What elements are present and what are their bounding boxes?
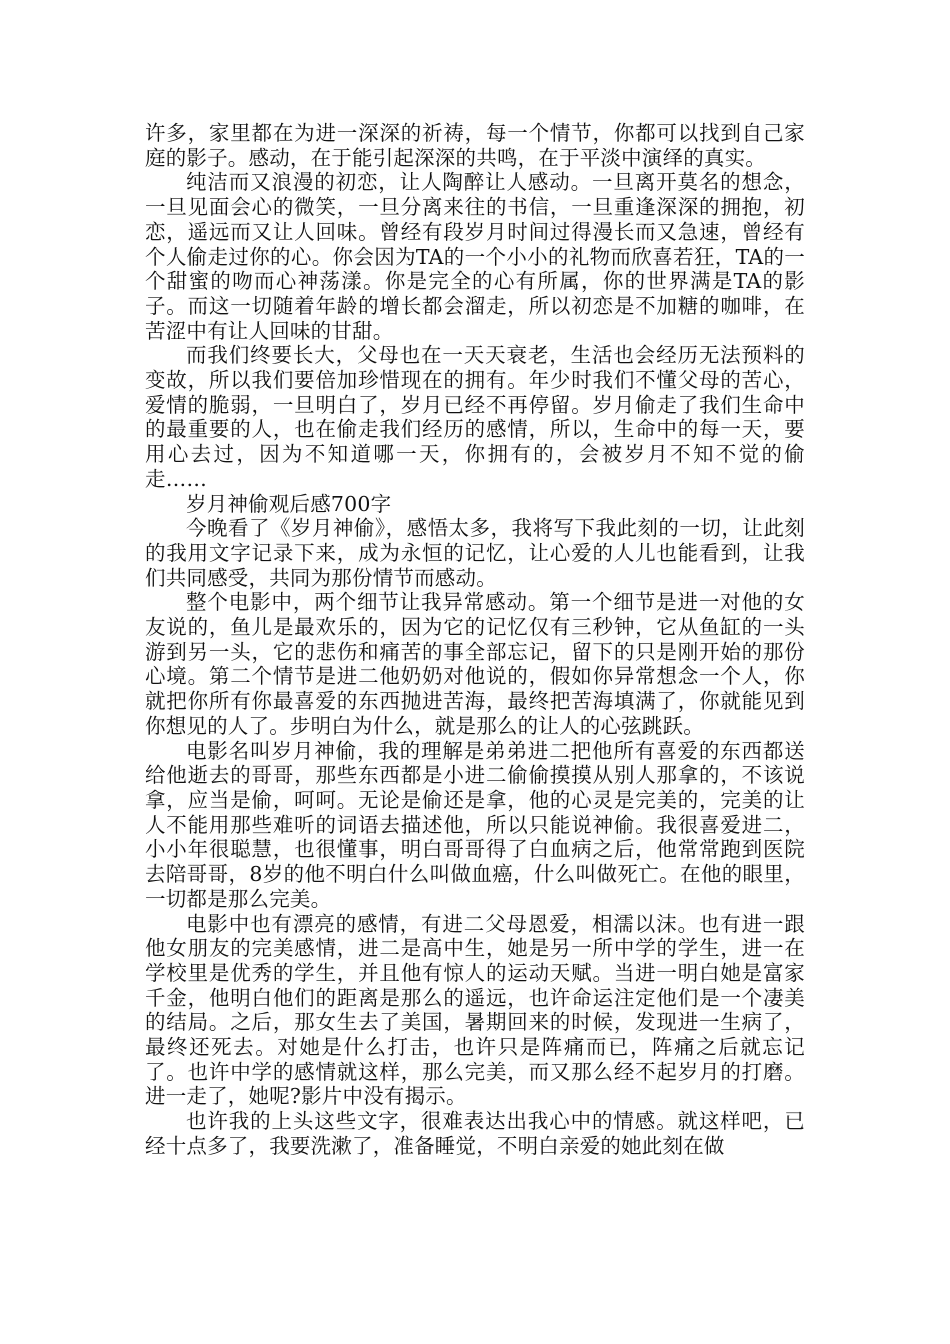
paragraph-5: 今晚看了《岁月神偷》，感悟太多，我将写下我此刻的一切，让此刻的我用文字记录下来，成为永恒的记忆，让心爱的人儿也能看到，让我们共同感受，共同为那份情节而感动。 bbox=[145, 516, 805, 590]
paragraph-7: 电影名叫岁月神偷，我的理解是弟弟进二把他所有喜爱的东西都送给他逝去的哥哥，那些东西都是小进二偷偷摸摸从别人那拿的，不该说拿，应当是偷，呵呵。无论是偷还是拿，他的心灵是完美的，完美的让人不能用那些难听的词语去描述他，所以只能说神偷。我很喜爱进二，小小年很聪慧，也很懂事，明白哥哥得了白血病之后，他常常跑到医院去陪哥哥，8岁的他不明白什么叫做血癌，什么叫做死亡。在他的眼里，一切都是那么完美。 bbox=[145, 738, 805, 911]
document-body bbox=[145, 121, 805, 1159]
paragraph-9: 也许我的上头这些文字，很难表达出我心中的情感。就这样吧，已经十点多了，我要洗漱了，准备睡觉，不明白亲爱的她此刻在做 bbox=[145, 1109, 805, 1158]
paragraph-2: 纯洁而又浪漫的初恋，让人陶醉让人感动。一旦离开莫名的想念，一旦见面会心的微笑，一旦分离来往的书信，一旦重逢深深的拥抱，初恋，遥远而又让人回味。曾经有段岁月时间过得漫长而又急速，曾经有个人偷走过你的心。你会因为TA的一个小小的礼物而欣喜若狂，TA的一个甜蜜的吻而心神荡漾。你是完全的心有所属，你的世界满是TA的影子。而这一切随着年龄的增长都会溜走，所以初恋是不加糖的咖啡，在苦涩中有让人回味的甘甜。 bbox=[145, 170, 805, 343]
section-heading: 岁月神偷观后感700字 bbox=[186, 491, 392, 516]
paragraph-3: 而我们终要长大，父母也在一天天衰老，生活也会经历无法预料的变故，所以我们要倍加珍惜现在的拥有。年少时我们不懂父母的苦心，爱情的脆弱，一旦明白了，岁月已经不再停留。岁月偷走了我们生命中的最重要的人，也在偷走我们经历的感情，所以，生命中的每一天，要用心去过，因为不知道哪一天，你拥有的，会被岁月不知不觉的偷走…… bbox=[145, 343, 805, 491]
paragraph-1: 许多，家里都在为进一深深的祈祷，每一个情节，你都可以找到自己家庭的影子。感动，在于能引起深深的共鸣，在于平淡中演绎的真实。 bbox=[145, 121, 805, 170]
paragraph-6: 整个电影中，两个细节让我异常感动。第一个细节是进一对他的女友说的，鱼儿是最欢乐的，因为它的记忆仅有三秒钟，它从鱼缸的一头游到另一头，它的悲伤和痛苦的事全部忘记，留下的只是刚开始的那份心境。第二个情节是进二他奶奶对他说的，假如你异常想念一个人，你就把你所有你最喜爱的东西抛进苦海，最终把苦海填满了，你就能见到你想见的人了。步明白为什么，就是那么的让人的心弦跳跃。 bbox=[145, 590, 805, 738]
paragraph-8: 电影中也有漂亮的感情，有进二父母恩爱，相濡以沫。也有进一跟他女朋友的完美感情，进二是高中生，她是另一所中学的学生，进一在学校里是优秀的学生，并且他有惊人的运动天赋。当进一明白她是富家千金，他明白他们的距离是那么的遥远，也许命运注定他们是一个凄美的结局。之后，那女生去了美国，暑期回来的时候，发现进一生病了，最终还死去。对她是什么打击，也许只是阵痛而已，阵痛之后就忘记了。也许中学的感情就这样，那么完美，而又那么经不起岁月的打磨。进一走了，她呢?影片中没有揭示。 bbox=[145, 911, 805, 1109]
